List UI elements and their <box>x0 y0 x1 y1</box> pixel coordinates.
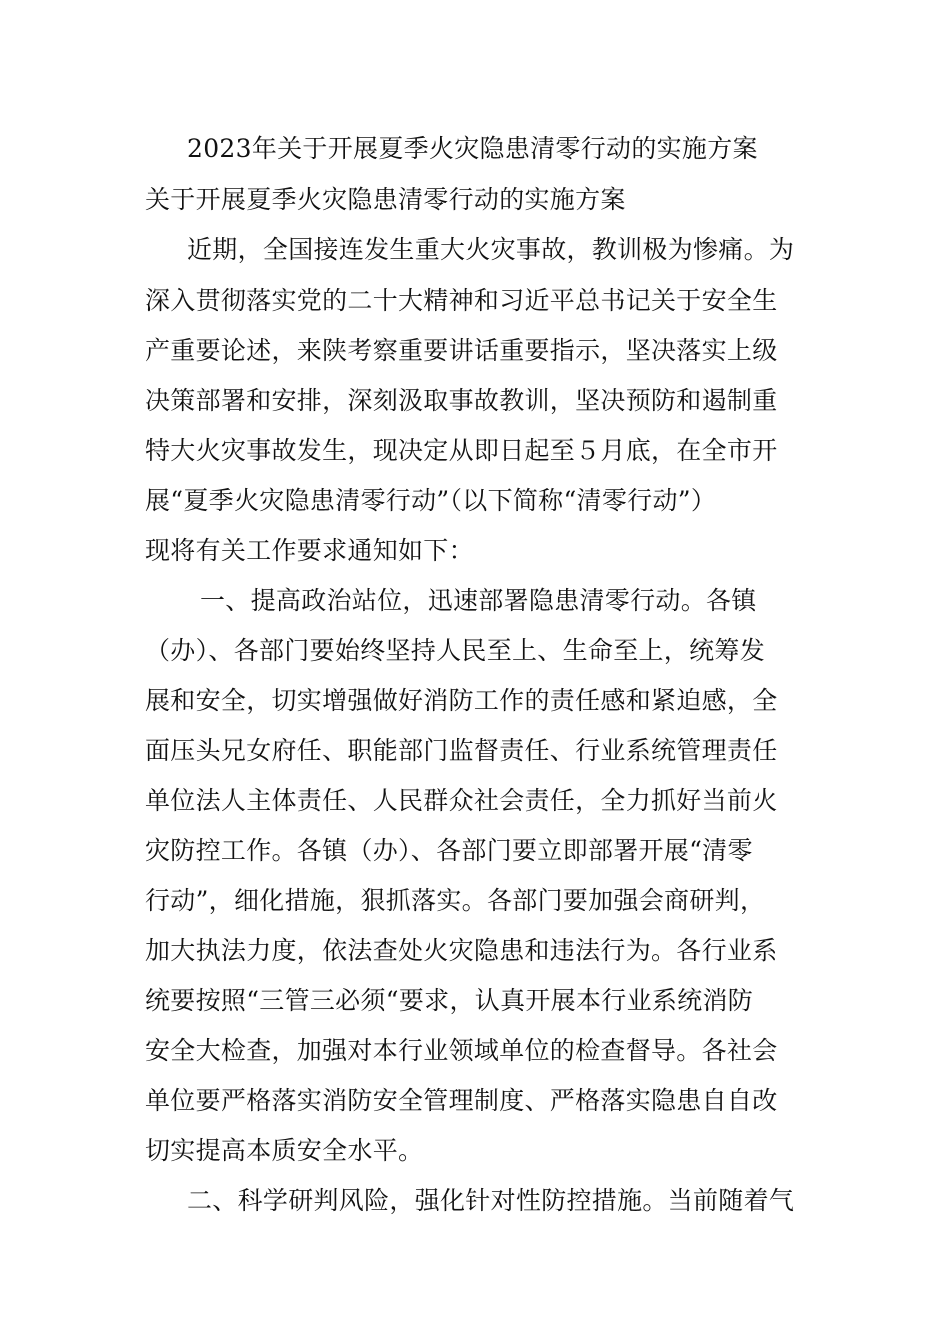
paragraph-line: 灾防控工作。各镇（办）、各部门要立即部署开展“清零 <box>145 836 753 865</box>
paragraph-line: 面压头兄女府任、职能部门监督责任、行业系统管理责任 <box>145 736 778 765</box>
document-subtitle: 关于开展夏季火灾隐患清零行动的实施方案 <box>145 185 626 214</box>
paragraph-line: 安全大检查，加强对本行业领域单位的检查督导。各社会 <box>145 1036 778 1065</box>
paragraph-line: 展和安全，切实增强做好消防工作的责任感和紧迫感，全 <box>145 686 778 715</box>
paragraph-line: 近期，全国接连发生重大火灾事故，教训极为惨痛。为 <box>187 235 795 264</box>
paragraph-line: （办）、各部门要始终坚持人民至上、生命至上，统筹发 <box>145 636 766 665</box>
paragraph-line: 决策部署和安排，深刻汲取事故教训，坚决预防和遏制重 <box>145 386 778 415</box>
paragraph-line: 产重要论述，来陕考察重要讲话重要指示，坚决落实上级 <box>145 336 778 365</box>
paragraph-line: 现将有关工作要求通知如下： <box>145 536 474 565</box>
paragraph-line: 特大火灾事故发生，现决定从即日起至５月底，在全市开 <box>145 436 778 465</box>
paragraph-line: 展“夏季火灾隐患清零行动”（以下简称“清零行动”） <box>145 486 717 515</box>
section-heading-line: 二、科学研判风险，强化针对性防控措施。当前随着气 <box>187 1186 795 1215</box>
document-title: 2023年关于开展夏季火灾隐患清零行动的实施方案 <box>187 134 758 163</box>
paragraph-line: 切实提高本质安全水平。 <box>145 1136 424 1165</box>
paragraph-line: 统要按照“三管三必须“要求，认真开展本行业系统消防 <box>145 986 754 1015</box>
paragraph-line: 单位法人主体责任、人民群众社会责任，全力抓好当前火 <box>145 786 778 815</box>
paragraph-line: 行动”，细化措施，狠抓落实。各部门要加强会商研判， <box>145 886 766 915</box>
paragraph-line: 单位要严格落实消防安全管理制度、严格落实隐患自自改 <box>145 1086 778 1115</box>
section-heading-line: 一、提高政治站位，迅速部署隐患清零行动。各镇 <box>200 586 757 615</box>
paragraph-line: 深入贯彻落实党的二十大精神和习近平总书记关于安全生 <box>145 286 778 315</box>
paragraph-line: 加大执法力度，依法查处火灾隐患和违法行为。各行业系 <box>145 936 778 965</box>
